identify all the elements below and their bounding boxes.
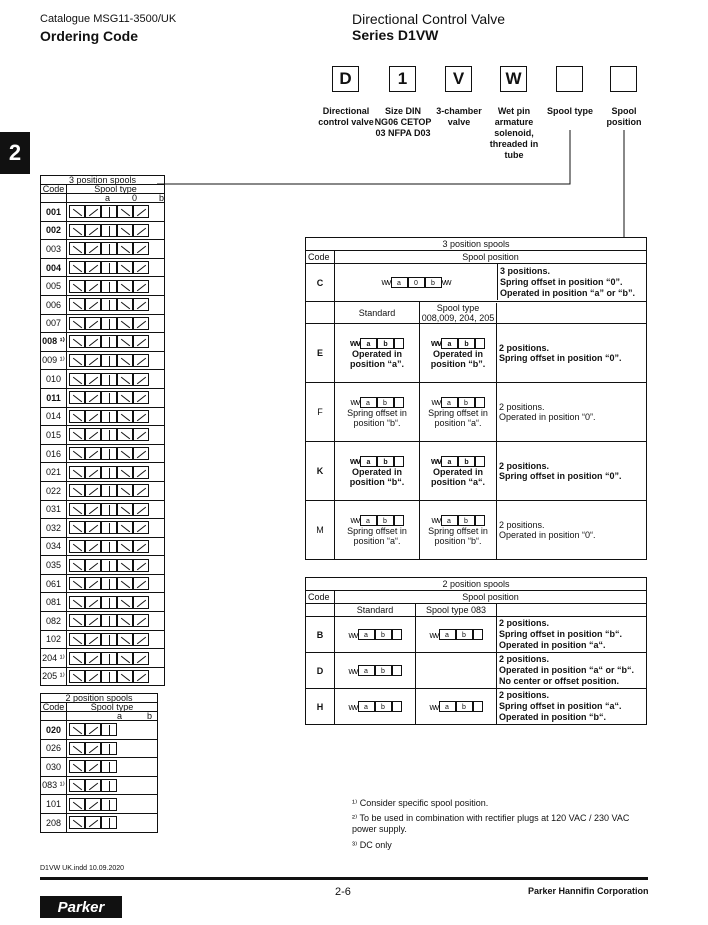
right3-desc: 2 positions. Operated in position “0”. xyxy=(499,402,596,422)
right2-pos-header: Spool position xyxy=(335,591,647,604)
left3-row xyxy=(41,426,165,445)
spool-symbol xyxy=(67,481,165,500)
spool-symbol xyxy=(67,388,165,407)
spool-symbol xyxy=(67,630,165,649)
code-label-v: 3-chamber valve xyxy=(436,106,482,127)
left3-code: 006 xyxy=(41,295,67,314)
spool-symbol xyxy=(67,795,158,814)
left3-row xyxy=(41,463,165,482)
spool-symbol xyxy=(67,221,165,240)
spool-symbol xyxy=(67,203,165,222)
left3-abc: a 0 b xyxy=(67,194,165,203)
spool-symbol xyxy=(67,776,158,795)
right2-desc: 2 positions. Spring offset in position “a“. Operated in position “b“. xyxy=(497,689,647,725)
spool-symbol xyxy=(67,721,158,740)
product-title: Directional Control Valve xyxy=(352,11,506,27)
left2-ab: a b xyxy=(67,712,158,721)
catalogue-number: Catalogue MSG11-3500/UK xyxy=(40,13,177,25)
right3-code: E xyxy=(306,324,335,383)
spool-symbol xyxy=(67,240,165,259)
right3-title: 3 position spools xyxy=(306,238,647,251)
left-2pos-table xyxy=(40,693,158,833)
left3-row xyxy=(41,556,165,575)
right3-standard-cell: wv a b Spring offset in position “b“. xyxy=(335,383,420,442)
right2-desc: 2 positions. Operated in position “a“ or “b“. No center or offset position. xyxy=(497,653,647,689)
left3-row xyxy=(41,295,165,314)
spool-symbol xyxy=(67,295,165,314)
left3-code: 102 xyxy=(41,630,67,649)
left3-code: 204 ¹⁾ xyxy=(41,649,67,668)
left3-code: 003 xyxy=(41,240,67,259)
left3-title: 3 position spools xyxy=(41,176,165,185)
section-tab: 2 xyxy=(0,132,30,174)
left3-row xyxy=(41,649,165,668)
footnote-1: ¹⁾ Consider specific spool position. xyxy=(352,798,489,808)
right3-code-c: C xyxy=(306,264,335,302)
left3-row xyxy=(41,240,165,259)
footer-rule xyxy=(40,877,648,880)
left2-row xyxy=(41,795,158,814)
series-title: Series D1VW xyxy=(352,27,439,43)
parker-logo: Parker xyxy=(40,896,122,918)
left3-row xyxy=(41,537,165,556)
left3-code: 022 xyxy=(41,481,67,500)
left3-row xyxy=(41,388,165,407)
right3-row xyxy=(306,442,647,501)
code-label-w: Wet pin armature solenoid, threaded in tube xyxy=(489,106,539,160)
left3-row xyxy=(41,444,165,463)
spool-symbol xyxy=(67,333,165,352)
right3-row xyxy=(306,383,647,442)
spool-symbol xyxy=(67,258,165,277)
code-box-v: V xyxy=(445,66,472,92)
left2-code-header: Code xyxy=(41,703,67,712)
left3-code: 081 xyxy=(41,593,67,612)
right2-alt-symbol: wv a b xyxy=(416,689,497,725)
right-2pos-table xyxy=(305,577,647,725)
spool-symbol xyxy=(67,314,165,333)
left3-row xyxy=(41,258,165,277)
code-box-d: D xyxy=(332,66,359,92)
left3-row xyxy=(41,630,165,649)
code-label-spool-type: Spool type xyxy=(546,106,593,116)
right3-alt-cell: wv a b Spring offset in position “a“. xyxy=(420,383,497,441)
right3-standard-text: Spring offset in position “a“. xyxy=(347,525,407,546)
left3-row xyxy=(41,519,165,538)
left2-code: 208 xyxy=(41,813,67,832)
spool-symbol xyxy=(67,370,165,389)
left2-row xyxy=(41,721,158,740)
footnote-2: ²⁾ To be used in combination with rectifier plugs at 120 VAC / 230 VAC power supply. xyxy=(352,813,630,834)
right3-standard-cell: wv a b Operated in position “b“. xyxy=(335,442,420,501)
left3-code: 034 xyxy=(41,537,67,556)
left3-row xyxy=(41,612,165,631)
left2-code: 083 ¹⁾ xyxy=(41,776,67,795)
right3-alt-cell: wv a b Operated in position “b”. xyxy=(420,324,497,382)
right3-standard-header: Standard xyxy=(335,302,420,324)
left3-code: 032 xyxy=(41,519,67,538)
spool-symbol xyxy=(67,593,165,612)
spool-symbol xyxy=(67,758,158,777)
right2-standard-symbol: wv a b xyxy=(335,617,416,653)
left3-code: 082 xyxy=(41,612,67,631)
right2-title: 2 position spools xyxy=(306,578,647,591)
right3-alt-header: Spool type 008,009, 204, 205 xyxy=(420,303,497,323)
left3-code: 014 xyxy=(41,407,67,426)
right3-row xyxy=(306,324,647,383)
right3-alt-text: Operated in position “b”. xyxy=(430,348,486,369)
spool-symbol xyxy=(67,351,165,370)
left3-row xyxy=(41,221,165,240)
spool-symbol xyxy=(67,463,165,482)
left3-row xyxy=(41,333,165,352)
left3-row xyxy=(41,574,165,593)
right3-standard-text: Operated in position “a”. xyxy=(350,348,404,369)
spool-symbol xyxy=(67,407,165,426)
right3-desc: 2 positions. Spring offset in position “0”. xyxy=(499,343,622,363)
left2-code: 026 xyxy=(41,739,67,758)
spool-symbol xyxy=(67,667,165,686)
left3-code: 205 ¹⁾ xyxy=(41,667,67,686)
right2-standard-symbol: wv a b xyxy=(335,653,416,689)
left3-row xyxy=(41,314,165,333)
left3-code: 007 xyxy=(41,314,67,333)
left2-title: 2 position spools xyxy=(41,694,158,703)
left3-row xyxy=(41,667,165,686)
right3-code: F xyxy=(306,383,335,442)
spool-symbol xyxy=(67,277,165,296)
code-label-spool-position: Spool position xyxy=(606,106,642,127)
right3-code: M xyxy=(306,501,335,560)
left3-code: 061 xyxy=(41,574,67,593)
spool-symbol xyxy=(67,444,165,463)
left2-row xyxy=(41,813,158,832)
left3-row xyxy=(41,407,165,426)
left2-spool-header: Spool type xyxy=(67,703,158,712)
spool-symbol xyxy=(67,556,165,575)
left3-row xyxy=(41,370,165,389)
spool-symbol xyxy=(67,519,165,538)
right3-row xyxy=(306,501,647,560)
left3-code: 004 xyxy=(41,258,67,277)
right3-standard-text: Operated in position “b“. xyxy=(349,466,405,487)
left3-code: 002 xyxy=(41,221,67,240)
ordering-code-title: Ordering Code xyxy=(40,28,139,44)
page-number: 2-6 xyxy=(335,886,351,898)
right3-alt-text: Operated in position “a“. xyxy=(431,466,485,487)
code-label-1: Size DIN NG06 CETOP 03 NFPA D03 xyxy=(374,106,432,138)
right3-alt-text: Spring offset in position “b“. xyxy=(428,525,488,546)
code-label-d: Directional control valve xyxy=(318,106,374,127)
right3-c-line3: Operated in position “a” or “b”. xyxy=(500,288,636,298)
company-name: Parker Hannifin Corporation xyxy=(528,886,649,896)
spool-symbol xyxy=(67,537,165,556)
right2-standard-header: Standard xyxy=(335,604,416,617)
right2-desc: 2 positions. Spring offset in position “b“. Operated in position “a“. xyxy=(497,617,647,653)
spool-symbol xyxy=(67,612,165,631)
footnote-3: ³⁾ DC only xyxy=(352,840,392,850)
right2-alt-symbol xyxy=(416,653,497,689)
right2-standard-symbol: wv a b xyxy=(335,689,416,725)
left3-spool-header: Spool type xyxy=(67,185,165,194)
left3-row xyxy=(41,500,165,519)
right2-code: D xyxy=(306,653,335,689)
left3-code-header: Code xyxy=(41,185,67,194)
left3-code: 011 xyxy=(41,388,67,407)
right3-alt-cell: wv a b Operated in position “a“. xyxy=(420,442,497,500)
right3-pos-header: Spool position xyxy=(335,251,647,264)
right3-c-line2: Spring offset in position “0”. xyxy=(500,277,623,287)
right3-alt-cell: wv a b Spring offset in position “b“. xyxy=(420,501,497,559)
left3-code: 005 xyxy=(41,277,67,296)
right3-code: K xyxy=(306,442,335,501)
right3-c-line1: 3 positions. xyxy=(500,266,551,276)
code-box-w: W xyxy=(500,66,527,92)
left2-row xyxy=(41,739,158,758)
spool-symbol xyxy=(67,426,165,445)
right3-desc: 2 positions. Spring offset in position “0”. xyxy=(499,461,622,481)
right3-desc: 2 positions. Operated in position “0“. xyxy=(499,520,596,540)
valve-symbol-c: wv a 0 b vw xyxy=(335,264,498,300)
left3-code: 009 ¹⁾ xyxy=(41,351,67,370)
right2-code: B xyxy=(306,617,335,653)
left3-code: 035 xyxy=(41,556,67,575)
left3-row xyxy=(41,593,165,612)
right2-row xyxy=(306,653,647,689)
right3-standard-text: Spring offset in position “b“. xyxy=(347,407,407,428)
left2-code: 101 xyxy=(41,795,67,814)
left3-code: 016 xyxy=(41,444,67,463)
left3-code: 015 xyxy=(41,426,67,445)
spool-symbol xyxy=(67,649,165,668)
indd-note: D1VW UK.indd 10.09.2020 xyxy=(40,865,125,872)
left2-row xyxy=(41,776,158,795)
right3-standard-cell: wv a b Spring offset in position “a“. xyxy=(335,501,420,560)
left3-code: 008 ¹⁾ xyxy=(41,333,67,352)
left3-row xyxy=(41,203,165,222)
left3-row xyxy=(41,351,165,370)
left2-row xyxy=(41,758,158,777)
left3-code: 001 xyxy=(41,203,67,222)
right2-row xyxy=(306,689,647,725)
spool-symbol xyxy=(67,574,165,593)
left-3pos-table xyxy=(40,175,165,686)
right2-alt-header: Spool type 083 xyxy=(416,604,497,617)
left3-row xyxy=(41,277,165,296)
left2-code: 020 xyxy=(41,721,67,740)
right2-code: H xyxy=(306,689,335,725)
left3-code: 010 xyxy=(41,370,67,389)
code-box-1: 1 xyxy=(389,66,416,92)
right3-code-header: Code xyxy=(306,251,335,264)
left2-code: 030 xyxy=(41,758,67,777)
right2-alt-symbol: wv a b xyxy=(416,617,497,653)
left3-row xyxy=(41,481,165,500)
right-3pos-table xyxy=(305,237,647,560)
left3-code: 031 xyxy=(41,500,67,519)
spool-symbol xyxy=(67,500,165,519)
right3-alt-text: Spring offset in position “a“. xyxy=(428,407,488,428)
spool-symbol xyxy=(67,813,158,832)
right2-code-header: Code xyxy=(306,591,335,604)
right3-standard-cell: wv a b Operated in position “a”. xyxy=(335,324,420,383)
left3-code: 021 xyxy=(41,463,67,482)
spool-symbol xyxy=(67,739,158,758)
right2-row xyxy=(306,617,647,653)
